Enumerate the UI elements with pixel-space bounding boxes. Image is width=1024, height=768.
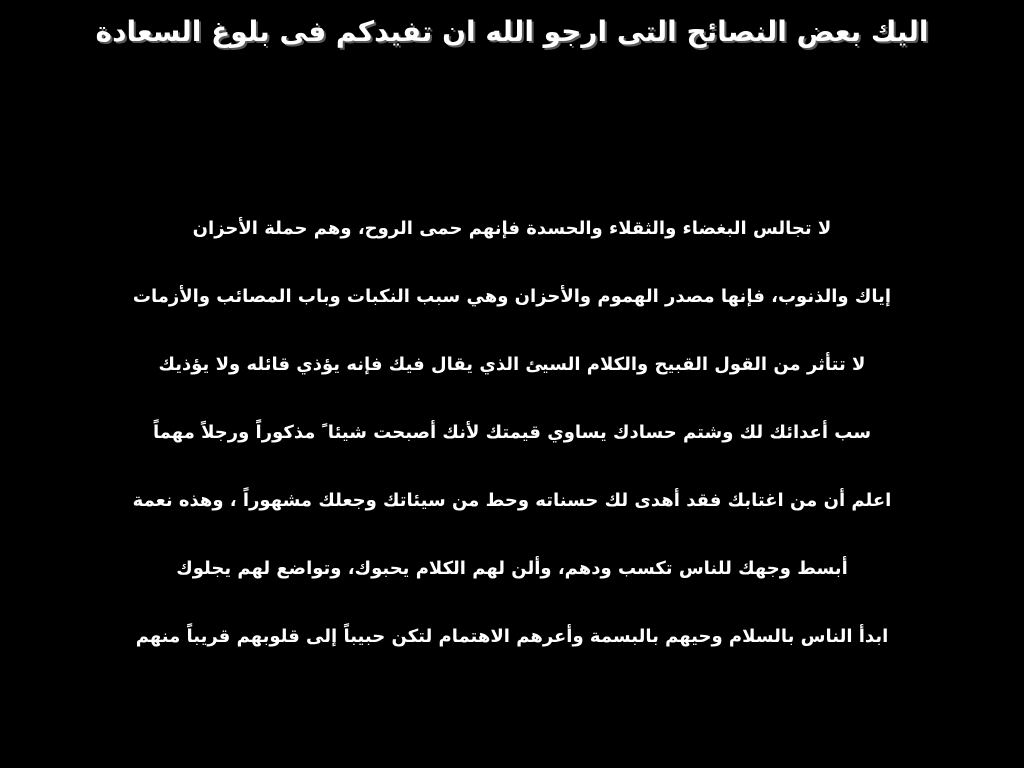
advice-line: إياك والذنوب، فإنها مصدر الهموم والأحزان وهي سبب النكبات وباب المصائب والأزمات xyxy=(132,286,892,307)
advice-line: لا تجالس البغضاء والثقلاء والحسدة فإنهم حمى الروح، وهم حملة الأحزان xyxy=(192,218,832,239)
advice-line: اعلم أن من اغتابك فقد أهدى لك حسناته وحط من سيئاتك وجعلك مشهوراً ، وهذه نعمة xyxy=(132,490,892,511)
advice-list xyxy=(60,212,964,688)
advice-line: ابدأ الناس بالسلام وحيهم بالبسمة وأعرهم الاهتمام لتكن حبيباً إلى قلوبهم قريباً منهم xyxy=(135,626,889,647)
advice-line: لا تتأثر من القول القبيح والكلام السيئ الذي يقال فيك فإنه يؤذي قائله ولا يؤذيك xyxy=(158,354,866,375)
advice-line: سب أعدائك لك وشتم حسادك يساوي قيمتك لأنك أصبحت شيئا ً مذكوراً ورجلاً مهماً xyxy=(152,422,872,443)
advice-line: أبسط وجهك للناس تكسب ودهم، وألن لهم الكلام يحبوك، وتواضع لهم يجلوك xyxy=(176,558,848,579)
slide-title: اليك بعض النصائح التى ارجو الله ان تفيدكم فى بلوغ السعادة xyxy=(95,15,929,48)
